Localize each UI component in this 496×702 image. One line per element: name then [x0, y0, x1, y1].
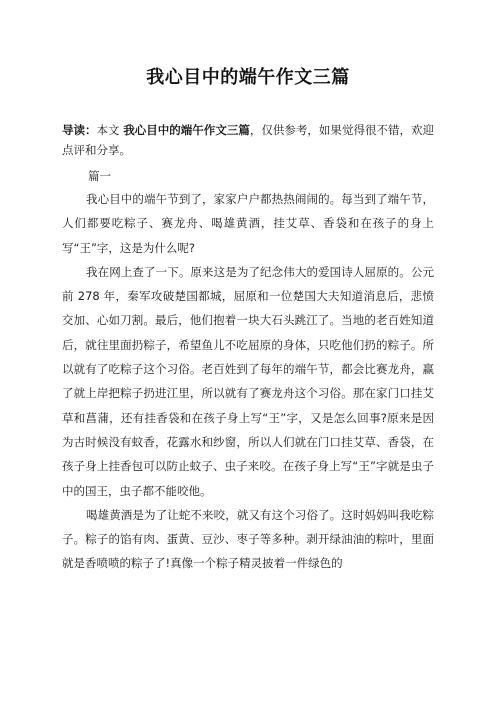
document-title: 我心目中的端午作文三篇	[146, 67, 350, 88]
intro-pre: 本文	[96, 123, 124, 137]
section-label: 篇一	[88, 169, 111, 183]
intro-bold-title: 我心目中的端午作文三篇	[123, 123, 250, 137]
intro-post: ，仅供参考，如果觉得很不错，欢迎点评和分享。	[62, 123, 435, 157]
intro-lead: 导读：	[62, 123, 97, 137]
body-paragraph-1: 我心目中的端午节到了，家家户户都热热闹闹的。每当到了端午节，人们都要吃粽子、赛龙舟、喝雄黄酒，挂艾草、香袋和在孩子的身上写“王”字，这是为什么呢?	[62, 192, 434, 255]
intro-paragraph	[62, 120, 434, 160]
body-paragraph-3: 喝雄黄酒是为了让蛇不来咬，就又有这个习俗了。这时妈妈叫我吃粽子。粽子的馅有肉、蛋黄、豆沙、枣子等多种。剥开绿油油的粽叶，里面就是香喷喷的粽子了!真像一个粽子精灵披着一件绿色的	[62, 507, 434, 571]
body-paragraph-2: 我在网上查了一下。原来这是为了纪念伟大的爱国诗人屈原的。公元前 278 年，秦军攻破楚国都城，屈原和一位楚国大夫知道消息后，悲愤交加、心如刀割。最后，他们抱着一块大石头跳江了。当地的老百姓知道后，就往里面扔粽子，希望鱼儿不吃屈原的身体，只吃他们扔的粽子。所以就有了吃粽子这个习俗。老百姓到了每年的端午节，都会比赛龙舟，赢了就上岸把粽子扔进江里，所以就有了赛龙舟这个习俗。那在家门口挂艾草和菖蒲，还有挂香袋和在孩子身上写“王”字，又是怎么回事?原来是因为古时候没有蚊香，花露水和纱窗，所以人们就在门口挂艾草、香袋，在孩子身上挂香包可以防止蚊子、虫子来咬。在孩子身上写“王”字就是虫子中的国王，虫子都不能咬他。	[62, 264, 434, 498]
